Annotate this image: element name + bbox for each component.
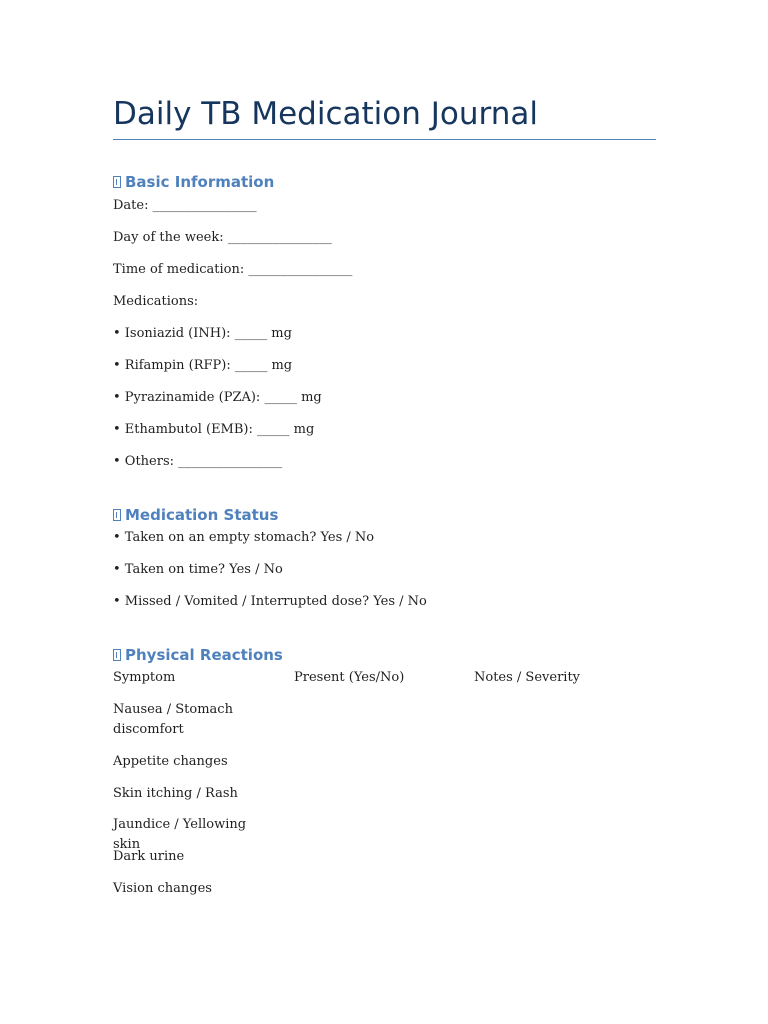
section-heading-basic-information (113, 172, 274, 192)
section-heading-medication-status (113, 505, 278, 525)
section-heading-label: Medication Status (125, 506, 279, 524)
medication-item-rifampin: • Rifampin (RFP): _____ mg (113, 358, 293, 373)
medication-item-isoniazid: • Isoniazid (INH): _____ mg (113, 326, 292, 341)
column-header-present: Present (Yes/No) (294, 670, 405, 685)
section-heading-label: Basic Information (125, 173, 275, 191)
status-item-missed-dose: • Missed / Vomited / Interrupted dose? Yes / No (113, 594, 427, 609)
medication-item-pyrazinamide: • Pyrazinamide (PZA): _____ mg (113, 390, 322, 405)
missing-glyph-icon (113, 176, 121, 188)
time-of-medication-field: Time of medication: ________________ (113, 262, 353, 277)
medication-item-ethambutol: • Ethambutol (EMB): _____ mg (113, 422, 315, 437)
table-row: Nausea / Stomach discomfort (113, 702, 233, 737)
section-heading-label: Physical Reactions (125, 646, 283, 664)
date-field: Date: ________________ (113, 198, 257, 213)
day-of-week-field: Day of the week: ________________ (113, 230, 332, 245)
table-row: Jaundice / Yellowing skin (113, 817, 247, 852)
medications-label: Medications: (113, 294, 199, 309)
document-title: Daily TB Medication Journal (113, 96, 538, 132)
column-header-symptom: Symptom (113, 670, 176, 685)
status-item-empty-stomach: • Taken on an empty stomach? Yes / No (113, 530, 375, 545)
section-heading-physical-reactions (113, 645, 283, 665)
table-row: Skin itching / Rash (113, 786, 238, 801)
title-underline (113, 139, 656, 140)
column-header-notes: Notes / Severity (474, 670, 581, 685)
table-row: Vision changes (113, 881, 212, 896)
missing-glyph-icon (113, 649, 121, 661)
table-row: Appetite changes (113, 754, 228, 769)
medication-item-others: • Others: ________________ (113, 454, 283, 469)
table-row: Dark urine (113, 849, 185, 864)
missing-glyph-icon (113, 509, 121, 521)
status-item-on-time: • Taken on time? Yes / No (113, 562, 283, 577)
